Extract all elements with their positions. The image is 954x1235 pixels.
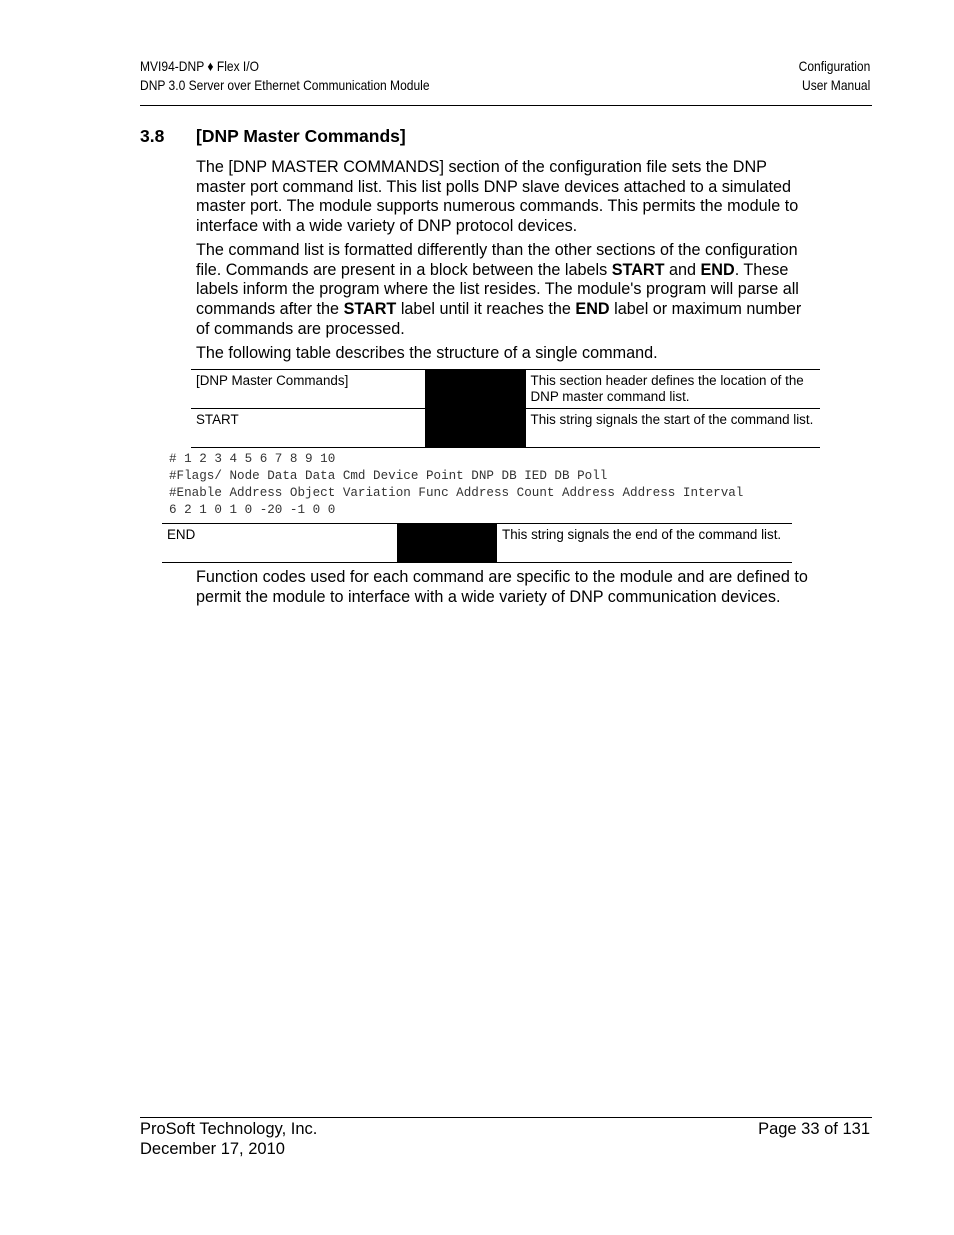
footer-divider [140,1117,872,1118]
footer-date: December 17, 2010 [140,1139,285,1158]
command-list-paragraph [196,241,816,340]
code-line: #Enable Address Object Variation Func Address Count Address Address Interval [169,486,744,500]
code-line: 6 2 1 0 1 0 -20 -1 0 0 [169,503,336,517]
footer-page-number: Page 33 of 131 [758,1120,870,1138]
label-end: END [575,300,610,319]
text-run: . These labels inform the program where the list resides. The module's program will parse all commands after the [196,260,799,319]
header-doc-type: User Manual [801,77,870,93]
intro-paragraph: The [DNP MASTER COMMANDS] section of the configuration file sets the DNP master port command list. This list polls DNP slave devices attached to a simulated master port. The module supports numerous commands. This permits the module to interface with a wide variety of DNP protocol devices. [196,158,799,236]
text-run: label or maximum number of commands are processed. [196,300,802,338]
table-cell-name: [DNP Master Commands] [191,370,425,409]
table-cell-name: START [191,409,425,448]
label-end: END [700,260,735,279]
code-line: # 1 2 3 4 5 6 7 8 9 10 [169,452,336,466]
table-row [162,524,792,563]
code-line: #Flags/ Node Data Data Cmd Device Point DNP DB IED DB Poll [169,469,608,483]
command-structure-table [191,369,820,448]
table-row [191,370,820,409]
end-label-table [162,523,792,563]
table-cell-description: This string signals the start of the command list. [526,409,820,448]
footer-left [140,1120,317,1159]
table-intro-paragraph: The following table describes the structure of a single command. [196,344,658,362]
header-product: MVI94-DNP ♦ Flex I/O [140,58,259,74]
table-cell-name: END [162,524,397,563]
table-cell-description: This string signals the end of the command list. [497,524,792,563]
header-left [140,57,477,95]
footer-company: ProSoft Technology, Inc. [140,1120,318,1138]
table-cell-description: This section header defines the location of the DNP master command list. [526,370,820,409]
header-right [787,57,870,95]
section-number: 3.8 [140,126,165,146]
table-cell-shaded [397,524,497,563]
function-codes-paragraph: Function codes used for each command are specific to the module and are defined to permit the module to interface with a wide variety of DNP communication devices. [196,568,808,606]
header-module: DNP 3.0 Server over Ethernet Communication Module [140,77,430,93]
command-example-code [169,451,743,519]
label-start: START [343,300,397,319]
table-cell-shaded [425,370,525,448]
header-divider [140,105,872,106]
label-start: START [611,260,665,279]
text-run: The command list is formatted differently than the other sections of the configuration file. Commands are present in a block between the labels [196,241,798,279]
header-chapter: Configuration [798,58,870,74]
text-run: and [664,260,701,279]
text-run: label until it reaches the [396,300,576,319]
section-title: [DNP Master Commands] [196,126,406,146]
